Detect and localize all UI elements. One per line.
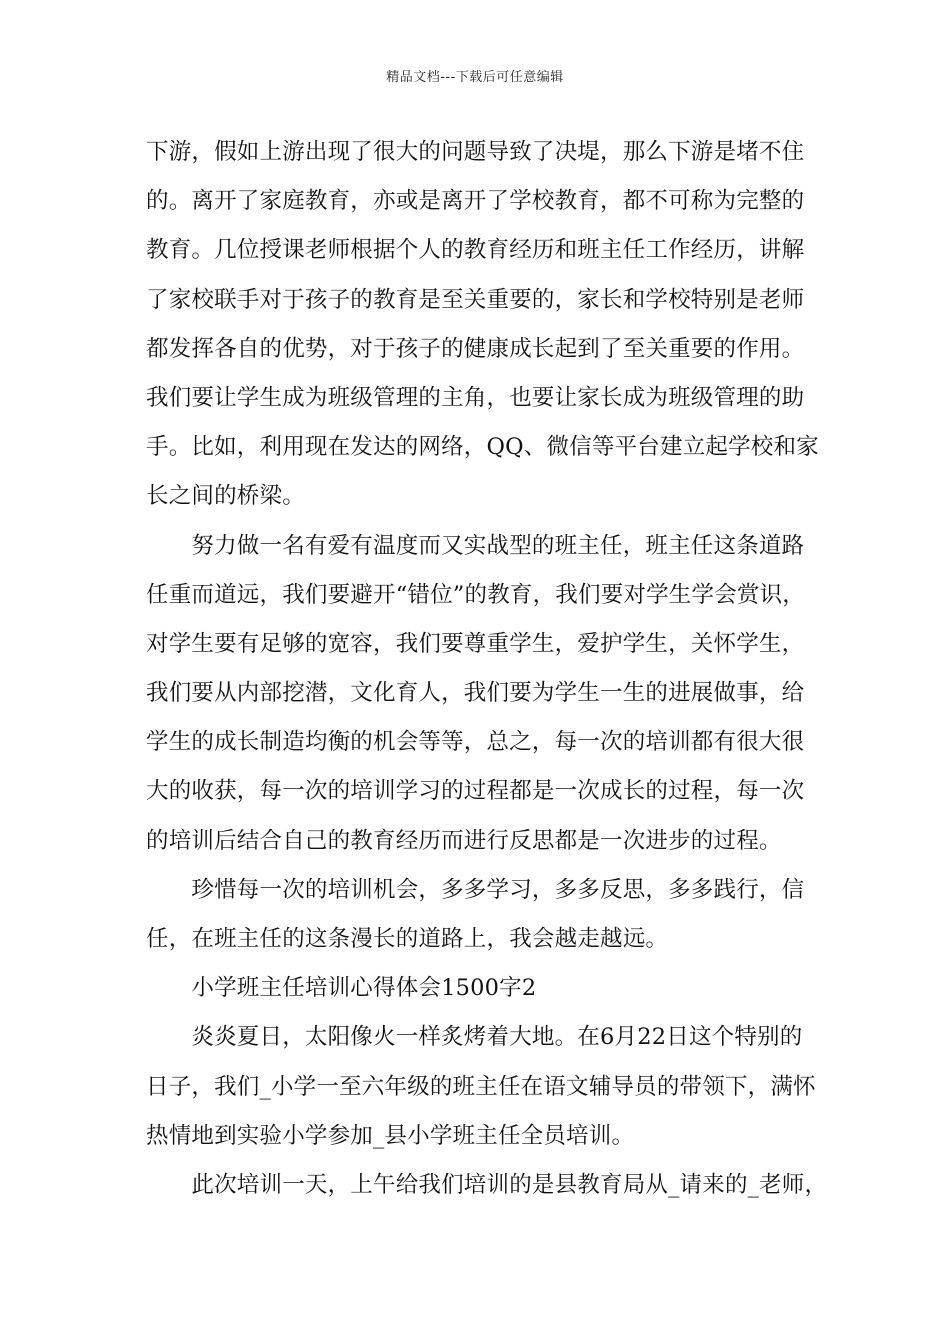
- text-line: 我们要从内部挖潜，文化育人，我们要为学生一生的进展做事，给: [146, 680, 805, 707]
- text-line: 此次培训一天，上午给我们培训的是县教育局从_请来的_老师，: [146, 1171, 828, 1198]
- page-header: 精品文档---下载后可任意编辑: [386, 70, 564, 85]
- text-line: 长之间的桥梁。: [146, 483, 305, 510]
- text-line: 我们要让学生成为班级管理的主角，也要让家长成为班级管理的助: [146, 384, 805, 411]
- text-line: 对学生要有足够的宽容，我们要尊重学生，爱护学生，关怀学生，: [146, 630, 805, 657]
- text-line: 的。离开了家庭教育，亦或是离开了学校教育，都不可称为完整的: [146, 188, 805, 215]
- text-line: 炎炎夏日，太阳像火一样炙烤着大地。在6月22日这个特别的: [146, 1024, 803, 1051]
- text-line: 下游，假如上游出现了很大的问题导致了决堤，那么下游是堵不住: [146, 139, 805, 165]
- text-line: 的培训后结合自己的教育经历而进行反思都是一次进步的过程。: [146, 827, 782, 854]
- text-line: 手。比如，利用现在发达的网络，QQ、微信等平台建立起学校和家: [146, 434, 819, 461]
- text-line: 日子，我们_小学一至六年级的班主任在语文辅导员的带领下，满怀: [146, 1073, 816, 1100]
- text-line: 热情地到实验小学参加_县小学班主任全员培训。: [146, 1122, 635, 1149]
- text-line: 任重而道远，我们要避开“错位”的教育，我们要对学生学会赏识，: [146, 581, 806, 608]
- text-line: 大的收获，每一次的培训学习的过程都是一次成长的过程，每一次: [146, 778, 805, 805]
- text-line: 珍惜每一次的培训机会，多多学习，多多反思，多多践行，信: [146, 876, 805, 903]
- text-line: 了家校联手对于孩子的教育是至关重要的，家长和学校特别是老师: [146, 286, 805, 313]
- text-line: 学生的成长制造均衡的机会等等，总之，每一次的培训都有很大很: [146, 729, 805, 756]
- document-body: [146, 131, 828, 1213]
- text-line: 任，在班主任的这条漫长的道路上，我会越走越远。: [146, 926, 669, 952]
- text-line: 努力做一名有爱有温度而又实战型的班主任，班主任这条道路: [146, 532, 805, 559]
- section-heading: 小学班主任培训心得体会1500字2: [146, 975, 537, 1002]
- text-line: 教育。几位授课老师根据个人的教育经历和班主任工作经历，讲解: [146, 237, 805, 264]
- text-line: 都发挥各自的优势，对于孩子的健康成长起到了至关重要的作用。: [146, 335, 805, 362]
